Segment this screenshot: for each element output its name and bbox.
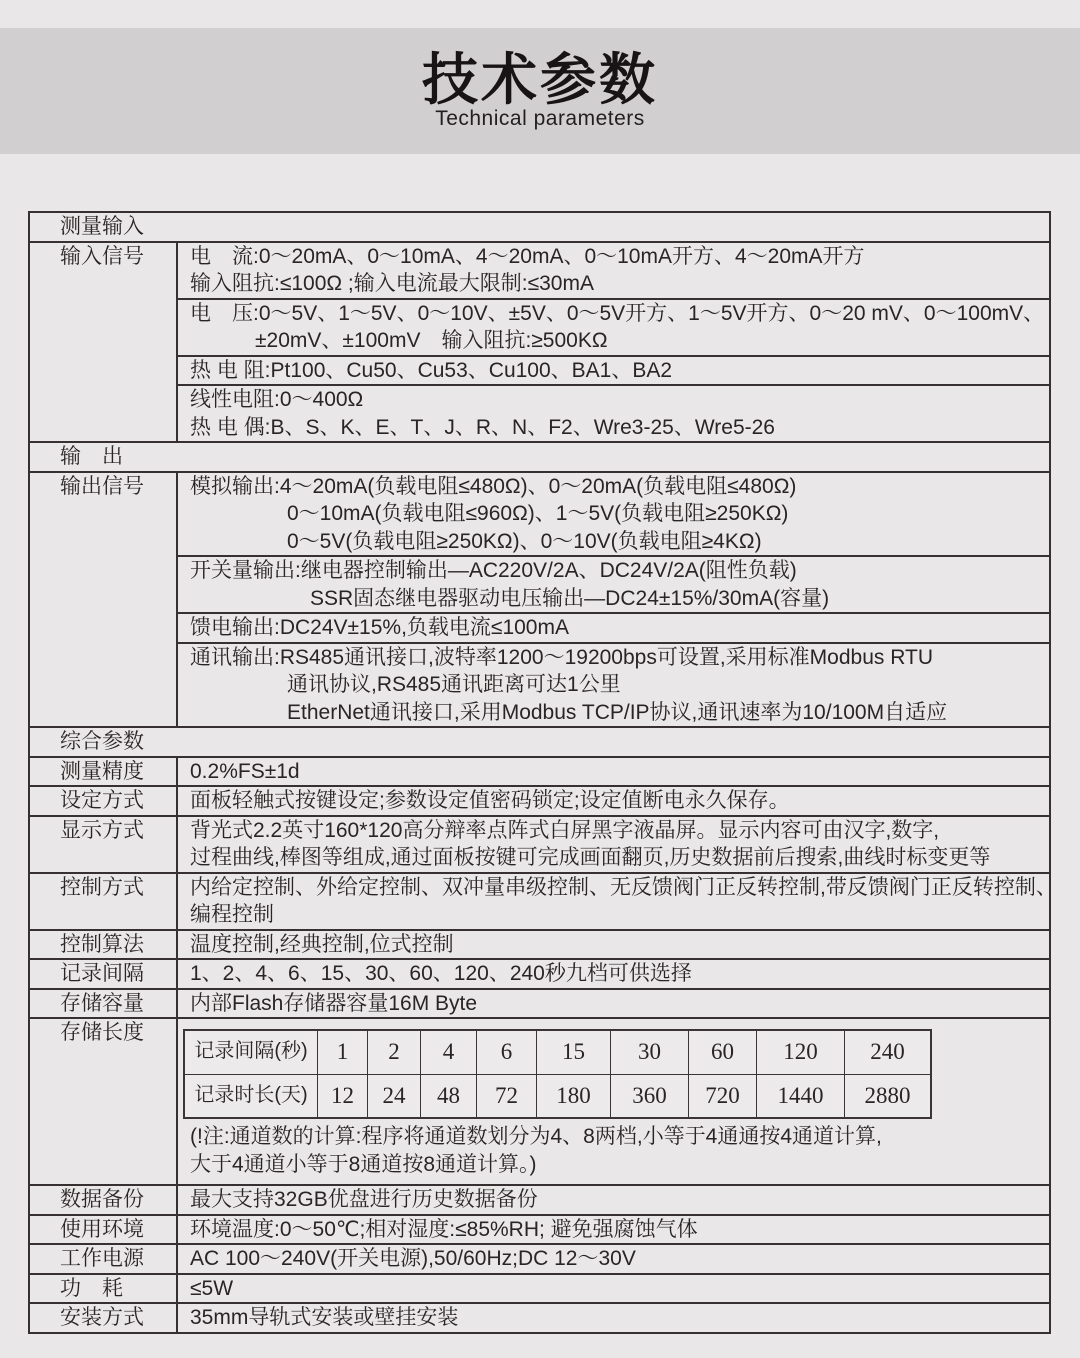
cell-comm-output bbox=[178, 642, 1049, 727]
storage-note bbox=[178, 1123, 1049, 1178]
row-value: 35mm导轨式安装或壁挂安装 bbox=[190, 1306, 459, 1329]
grid-cell: 2880 bbox=[844, 1074, 930, 1117]
row-value: 面板轻触式按键设定;参数设定值密码锁定;设定值断电永久保存。 bbox=[190, 789, 790, 812]
grid-cell: 48 bbox=[420, 1074, 476, 1117]
cell-voltage bbox=[178, 298, 1049, 355]
text-line: 开关量输出:继电器控制输出—AC220V/2A、DC24V/2A(阻性负载) bbox=[190, 559, 797, 582]
grid-cell: 240 bbox=[844, 1031, 930, 1074]
text-line: 线性电阻:0～400Ω bbox=[190, 388, 364, 411]
cell-current bbox=[178, 243, 1049, 298]
row-label: 设定方式 bbox=[30, 787, 178, 815]
text-line: 0～10mA(负载电阻≤960Ω)、1～5V(负载电阻≥250KΩ) bbox=[287, 502, 789, 525]
row-label: 存储长度 bbox=[30, 1019, 178, 1184]
row-storage-length bbox=[30, 1017, 1049, 1184]
row-label: 数据备份 bbox=[30, 1186, 178, 1214]
text-line: EtherNet通讯接口,采用Modbus TCP/IP协议,通讯速率为10/100M自适应 bbox=[287, 700, 948, 724]
grid-cell: 12 bbox=[317, 1074, 367, 1117]
row-value: 内部Flash存储器容量16M Byte bbox=[190, 991, 478, 1015]
row-consumption bbox=[30, 1273, 1049, 1303]
cell-feed-output bbox=[178, 612, 1049, 642]
text-line: 大于4通道小等于8通道按8通道计算。) bbox=[190, 1152, 537, 1176]
output-signal-cells bbox=[178, 473, 1049, 727]
storage-duration-table bbox=[183, 1029, 932, 1119]
row-label: 测量精度 bbox=[30, 758, 178, 786]
grid-cell: 72 bbox=[476, 1074, 536, 1117]
cell-rtd bbox=[178, 355, 1049, 385]
row-label: 输出信号 bbox=[30, 473, 178, 727]
row-label: 存储容量 bbox=[30, 990, 178, 1018]
text-line: 热 电 偶:B、S、K、E、T、J、R、N、F2、Wre3-25、Wre5-26 bbox=[190, 415, 775, 439]
row-value: ≤5W bbox=[190, 1276, 234, 1300]
section-row-measure-input bbox=[30, 213, 1049, 241]
grid-cell: 30 bbox=[610, 1031, 688, 1074]
text-line: 0～5V(负载电阻≥250KΩ)、0～10V(负载电阻≥4KΩ) bbox=[287, 529, 762, 553]
row-control-mode bbox=[30, 872, 1057, 929]
row-value: AC 100～240V(开关电源),50/60Hz;DC 12～30V bbox=[190, 1247, 636, 1270]
grid-cell: 360 bbox=[610, 1074, 688, 1117]
row-output-signal bbox=[30, 471, 1049, 727]
grid-cell: 6 bbox=[476, 1031, 536, 1074]
row-value: 环境温度:0～50℃;相对湿度:≤85%RH; 避免强腐蚀气体 bbox=[190, 1217, 698, 1241]
section-row-general bbox=[30, 726, 1049, 756]
cell-switch-output bbox=[178, 555, 1049, 612]
text-line: 热 电 阻:Pt100、Cu50、Cu53、Cu100、BA1、BA2 bbox=[190, 358, 673, 382]
text-line: 过程曲线,棒图等组成,通过面板按键可完成画面翻页,历史数据前后搜索,曲线时标变更等 bbox=[190, 846, 991, 869]
page-subtitle: Technical parameters bbox=[435, 107, 645, 130]
grid-cell: 4 bbox=[420, 1031, 476, 1074]
grid-cell: 2 bbox=[367, 1031, 420, 1074]
row-value bbox=[178, 874, 1057, 929]
section-row-output bbox=[30, 441, 1049, 471]
row-storage-capacity bbox=[30, 988, 1049, 1018]
text-line: 内给定控制、外给定控制、双冲量串级控制、无反馈阀门正反转控制,带反馈阀门正反转控制、 bbox=[190, 875, 1057, 899]
text-line: 输入阻抗:≤100Ω ;输入电流最大限制:≤30mA bbox=[190, 272, 594, 295]
row-backup bbox=[30, 1184, 1049, 1214]
row-label: 输入信号 bbox=[30, 243, 178, 442]
input-signal-cells bbox=[178, 243, 1049, 442]
grid-cell: 120 bbox=[756, 1031, 844, 1074]
page-title: 技术参数 bbox=[422, 48, 658, 111]
text-line: 通讯输出:RS485通讯接口,波特率1200～19200bps可设置,采用标准Modbus RTU bbox=[190, 645, 934, 669]
grid-cell: 180 bbox=[536, 1074, 610, 1117]
cell-analog-output bbox=[178, 473, 1049, 556]
row-label: 记录间隔 bbox=[30, 960, 178, 988]
row-accuracy bbox=[30, 756, 1049, 786]
grid-header: 记录间隔(秒) bbox=[194, 1040, 308, 1062]
row-label: 控制算法 bbox=[30, 931, 178, 959]
text-line: 编程控制 bbox=[190, 903, 274, 926]
text-line: 电 流:0～20mA、0～10mA、4～20mA、0～10mA开方、4～20mA开方 bbox=[190, 244, 865, 268]
row-record-interval bbox=[30, 958, 1049, 988]
section-label: 综合参数 bbox=[60, 730, 144, 753]
text-line: ±20mV、±100mV 输入阻抗:≥500KΩ bbox=[255, 329, 608, 352]
grid-cell: 1440 bbox=[756, 1074, 844, 1117]
text-line: SSR固态继电器驱动电压输出—DC24±15%/30mA(容量) bbox=[310, 586, 830, 610]
row-label: 显示方式 bbox=[30, 817, 178, 872]
grid-cell: 24 bbox=[367, 1074, 420, 1117]
text-line: 电 压:0～5V、1～5V、0～10V、±5V、0～5V开方、1～5V开方、0～20 mV、0～100mV、 bbox=[190, 301, 1045, 325]
row-label: 安装方式 bbox=[30, 1304, 178, 1332]
row-setting bbox=[30, 785, 1049, 815]
section-label: 输 出 bbox=[60, 445, 123, 468]
text-line: 馈电输出:DC24V±15%,负载电流≤100mA bbox=[190, 616, 569, 639]
row-label: 控制方式 bbox=[30, 874, 178, 929]
grid-cell: 720 bbox=[688, 1074, 756, 1117]
row-label: 使用环境 bbox=[30, 1216, 178, 1244]
section-label: 测量输入 bbox=[60, 215, 144, 238]
row-value: 温度控制,经典控制,位式控制 bbox=[190, 932, 454, 956]
row-value: 0.2%FS±1d bbox=[190, 759, 300, 783]
row-display bbox=[30, 815, 1049, 872]
grid-cell: 15 bbox=[536, 1031, 610, 1074]
spec-table bbox=[28, 211, 1057, 1334]
grid-header: 记录时长(天) bbox=[185, 1074, 317, 1117]
row-mounting bbox=[30, 1302, 1049, 1332]
row-value: 1、2、4、6、15、30、60、120、240秒九档可供选择 bbox=[190, 962, 692, 985]
row-value bbox=[178, 817, 1049, 872]
row-control-algo bbox=[30, 929, 1049, 959]
row-environment bbox=[30, 1214, 1049, 1244]
storage-length-content bbox=[178, 1019, 1049, 1184]
text-line: 背光式2.2英寸160*120高分辩率点阵式白屏黑字液晶屏。显示内容可由汉字,数字, bbox=[190, 818, 940, 842]
row-value: 最大支持32GB优盘进行历史数据备份 bbox=[190, 1188, 538, 1211]
text-line: 通讯协议,RS485通讯距离可达1公里 bbox=[287, 673, 621, 696]
grid-cell: 1 bbox=[317, 1031, 367, 1074]
row-label: 功 耗 bbox=[30, 1275, 178, 1303]
grid-cell: 60 bbox=[688, 1031, 756, 1074]
text-line: 模拟输出:4～20mA(负载电阻≤480Ω)、0～20mA(负载电阻≤480Ω) bbox=[190, 474, 797, 498]
row-input-signal bbox=[30, 241, 1049, 442]
row-label: 工作电源 bbox=[30, 1245, 178, 1273]
cell-linear-thermocouple bbox=[178, 384, 1049, 441]
text-line: (!注:通道数的计算:程序将通道数划分为4、8两档,小等于4通通按4通道计算, bbox=[190, 1125, 882, 1148]
row-power bbox=[30, 1243, 1049, 1273]
